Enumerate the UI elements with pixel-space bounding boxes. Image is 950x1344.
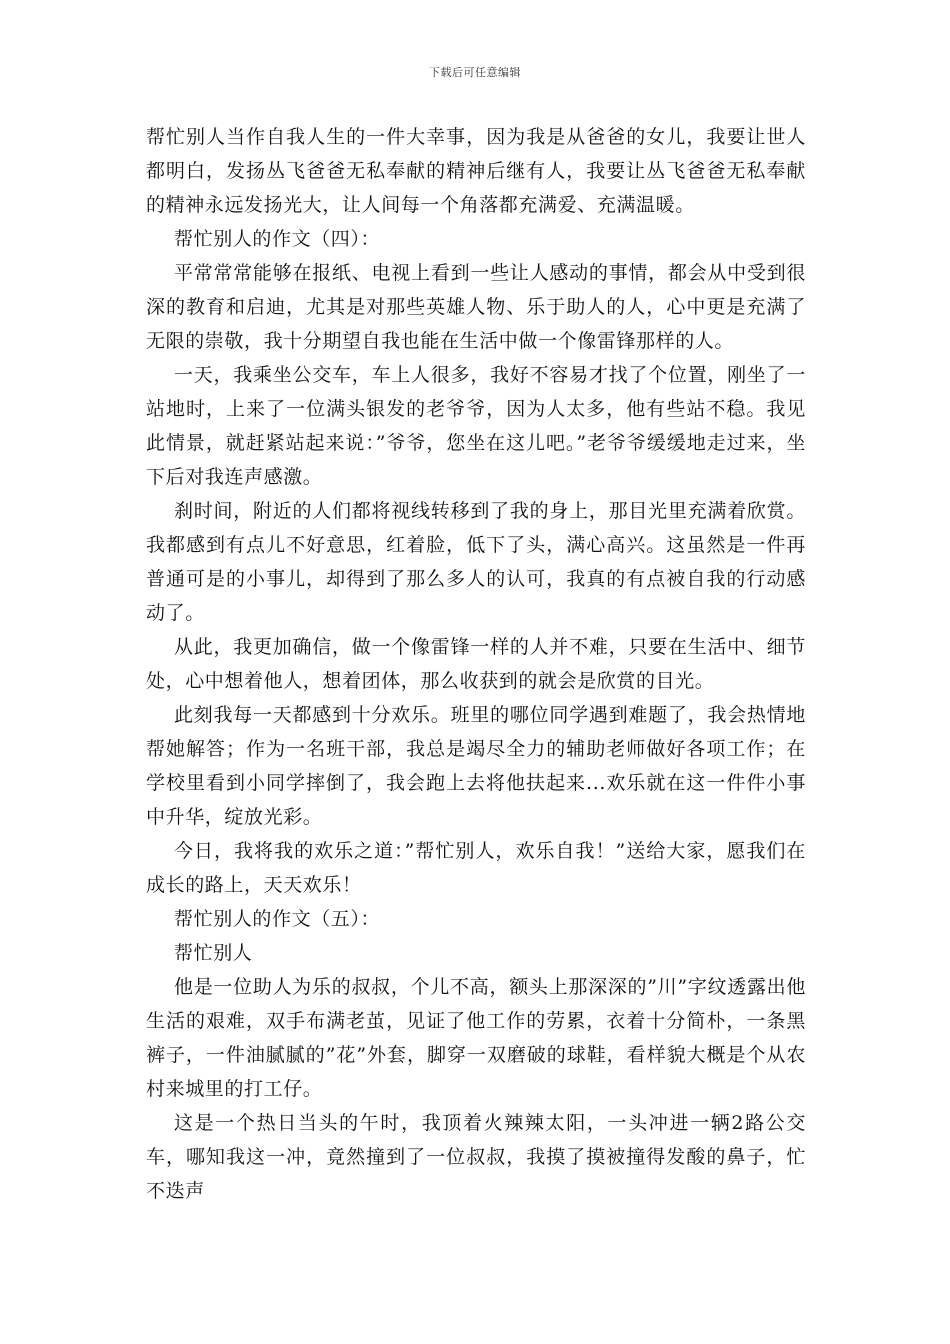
paragraph: 他是一位助人为乐的叔叔，个儿不高，额头上那深深的”川”字纹透露出他生活的艰难，双手布满老茧，见证了他工作的劳累，衣着十分简朴，一条黑裤子，一件油腻腻的”花”外套，脚穿一双磨破的球鞋，看样貌大概是个从农村来城里的打工仔。 <box>146 976 806 1100</box>
paragraph: 今日，我将我的欢乐之道：”帮忙别人，欢乐自我！”送给大家，愿我们在成长的路上，天天欢乐！ <box>146 840 806 896</box>
article-body <box>146 120 806 1208</box>
paragraph: 平常常常能够在报纸、电视上看到一些让人感动的事情，都会从中受到很深的教育和启迪，尤其是对那些英雄人物、乐于助人的人，心中更是充满了无限的崇敬，我十分期望自我也能在生活中做一个像雷锋那样的人。 <box>146 262 806 352</box>
paragraph: 刹时间，附近的人们都将视线转移到了我的身上，那目光里充满着欣赏。我都感到有点儿不好意思，红着脸，低下了头，满心高兴。这虽然是一件再普通可是的小事儿，却得到了那么多人的认可，我真的有点被自我的行动感动了。 <box>146 500 806 624</box>
paragraph: 此刻我每一天都感到十分欢乐。班里的哪位同学遇到难题了，我会热情地帮她解答；作为一名班干部，我总是竭尽全力的辅助老师做好各项工作；在学校里看到小同学摔倒了，我会跑上去将他扶起来...欢乐就在这一件件小事中升华，绽放光彩。 <box>146 704 806 828</box>
essay-title: 帮忙别人 <box>174 942 253 964</box>
paragraph: 帮忙别人当作自我人生的一件大幸事，因为我是从爸爸的女儿，我要让世人都明白，发扬丛飞爸爸无私奉献的精神后继有人，我要让丛飞爸爸无私奉献的精神永远发扬光大，让人间每一个角落都充满爱、充满温暖。 <box>146 126 806 216</box>
paragraph: 从此，我更加确信，做一个像雷锋一样的人并不难，只要在生活中、细节处，心中想着他人，想着团体，那么收获到的就会是欣赏的目光。 <box>146 636 806 692</box>
paragraph: 这是一个热日当头的午时，我顶着火辣辣太阳，一头冲进一辆2路公交车，哪知我这一冲，竟然撞到了一位叔叔，我摸了摸被撞得发酸的鼻子，忙不迭声 <box>146 1112 806 1202</box>
section-heading: 帮忙别人的作文（五）： <box>174 908 381 930</box>
page-header-note: 下载后可任意编辑 <box>429 66 521 79</box>
section-heading: 帮忙别人的作文（四）： <box>174 228 381 250</box>
paragraph: 一天，我乘坐公交车，车上人很多，我好不容易才找了个位置，刚坐了一站地时，上来了一位满头银发的老爷爷，因为人太多，他有些站不稳。我见此情景，就赶紧站起来说：”爷爷，您坐在这儿吧。”老爷爷缓缓地走过来，坐下后对我连声感激。 <box>146 364 806 488</box>
